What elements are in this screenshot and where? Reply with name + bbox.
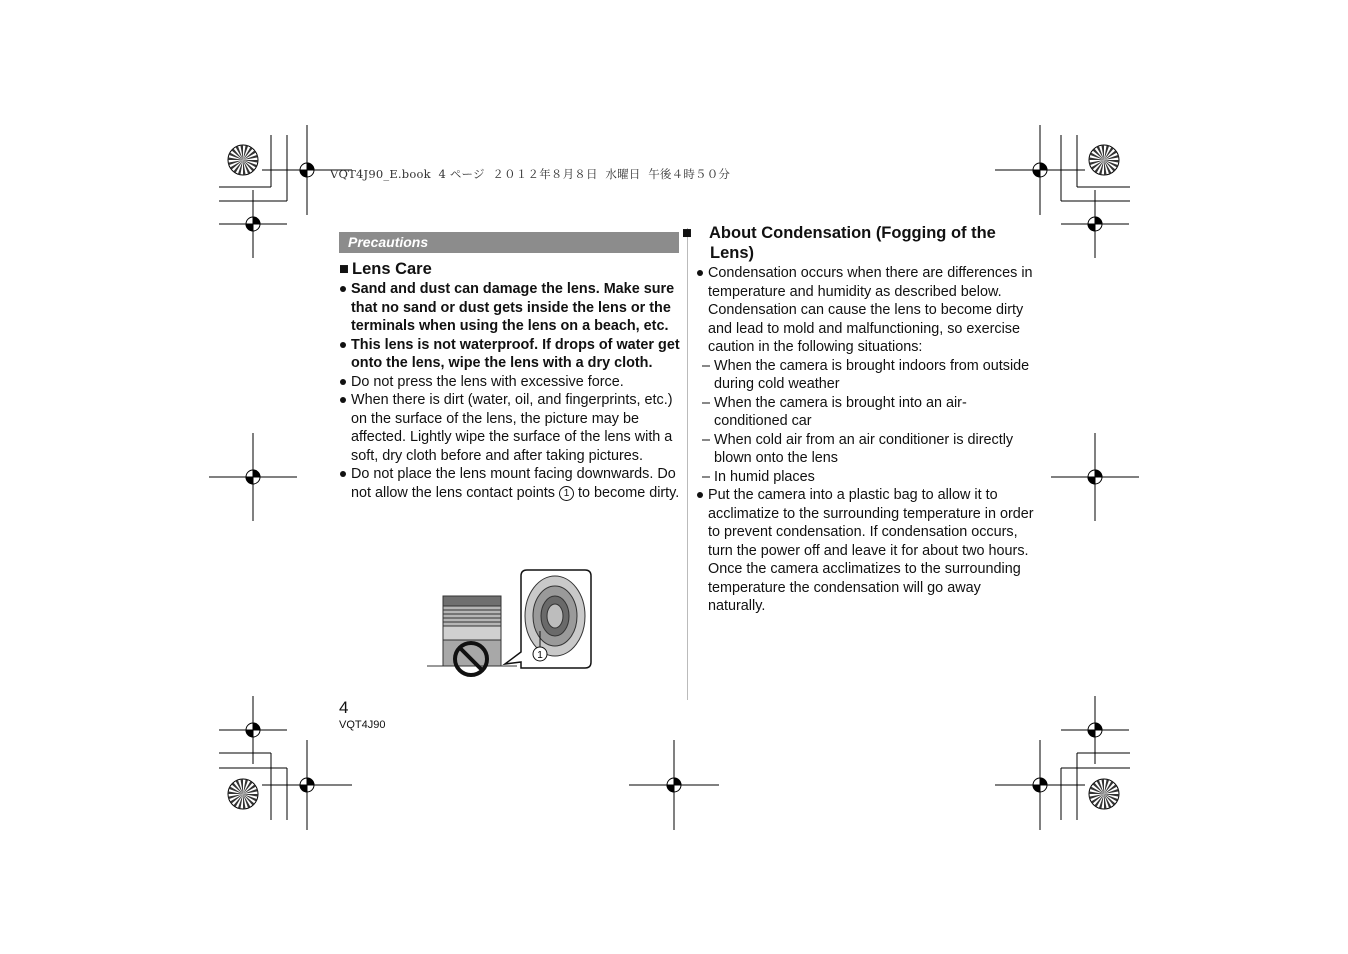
situation-item: – When the camera is brought into an air-conditioned car xyxy=(696,394,1036,431)
contact-point-marker: 1 xyxy=(559,486,574,501)
lens-care-column xyxy=(339,259,681,502)
crosshair-mark xyxy=(219,696,287,764)
condensation-column xyxy=(682,223,1036,616)
page-number: 4 xyxy=(339,698,349,717)
print-rosette-mark xyxy=(228,145,258,175)
list-item: Do not place the lens mount facing downwards. Do not allow the lens contact points 1 to become dirty. xyxy=(339,465,681,502)
model-code: VQT4J90 xyxy=(339,719,386,731)
situation-item: – When the camera is brought indoors from outside during cold weather xyxy=(696,357,1036,394)
print-header-stamp: VQT4J90_E.book 4 ページ ２０１２年８月８日 水曜日 午後４時５０分 xyxy=(330,167,731,181)
list-item: Sand and dust can damage the lens. Make sure that no sand or dust gets inside the lens or the terminals when using the lens on a beach, etc. xyxy=(339,280,681,336)
list-item: When there is dirt (water, oil, and fingerprints, etc.) on the surface of the lens, the picture may be affected. Lightly wipe the surface of the lens with a soft, dry cloth before and after taking pictures. xyxy=(339,391,681,465)
section-title-bar: Precautions xyxy=(339,232,679,253)
print-rosette-mark xyxy=(228,779,258,809)
lens-care-heading: ■ Lens Care xyxy=(339,260,432,278)
situation-item: – In humid places xyxy=(696,468,1036,487)
condensation-situations xyxy=(696,357,1036,487)
list-item: This lens is not waterproof. If drops of water get onto the lens, wipe the lens with a dry cloth. xyxy=(339,336,681,373)
column-divider xyxy=(687,228,688,700)
list-item: Condensation occurs when there are differences in temperature and humidity as described below. Condensation can cause the lens to become dirty and lead to mold and malfunctioning, so exercise caution in the following situations: xyxy=(696,264,1036,357)
list-item: Do not press the lens with excessive force. xyxy=(339,373,681,392)
square-bullet-icon: ■ xyxy=(339,260,349,278)
print-rosette-mark xyxy=(1089,779,1119,809)
contact-point-callout-label: 1 xyxy=(537,650,543,661)
square-bullet-icon: ■ xyxy=(682,224,692,242)
crosshair-mark xyxy=(209,433,297,521)
crosshair-mark xyxy=(995,740,1085,830)
condensation-list xyxy=(696,264,1036,357)
crosshair-mark xyxy=(1061,696,1129,764)
situation-item: – When cold air from an air conditioner is directly blown onto the lens xyxy=(696,431,1036,468)
print-rosette-mark xyxy=(1089,145,1119,175)
condensation-advice-list xyxy=(696,486,1036,616)
crosshair-mark xyxy=(629,740,719,830)
lens-care-list xyxy=(339,280,681,502)
list-item: Put the camera into a plastic bag to allow it to acclimatize to the surrounding temperature in order to prevent condensation. If condensation occurs, turn the power off and leave it for about two hours. Once the camera acclimatizes to the surrounding temperature the condensation will go away naturally. xyxy=(696,486,1036,616)
crosshair-mark xyxy=(1051,433,1139,521)
crosshair-mark xyxy=(1061,190,1129,258)
condensation-heading: ■ About Condensation (Fogging of the Lens) xyxy=(682,224,996,262)
crosshair-mark xyxy=(219,190,287,258)
crosshair-mark xyxy=(262,740,352,830)
lens-mount-illustration xyxy=(425,566,595,682)
